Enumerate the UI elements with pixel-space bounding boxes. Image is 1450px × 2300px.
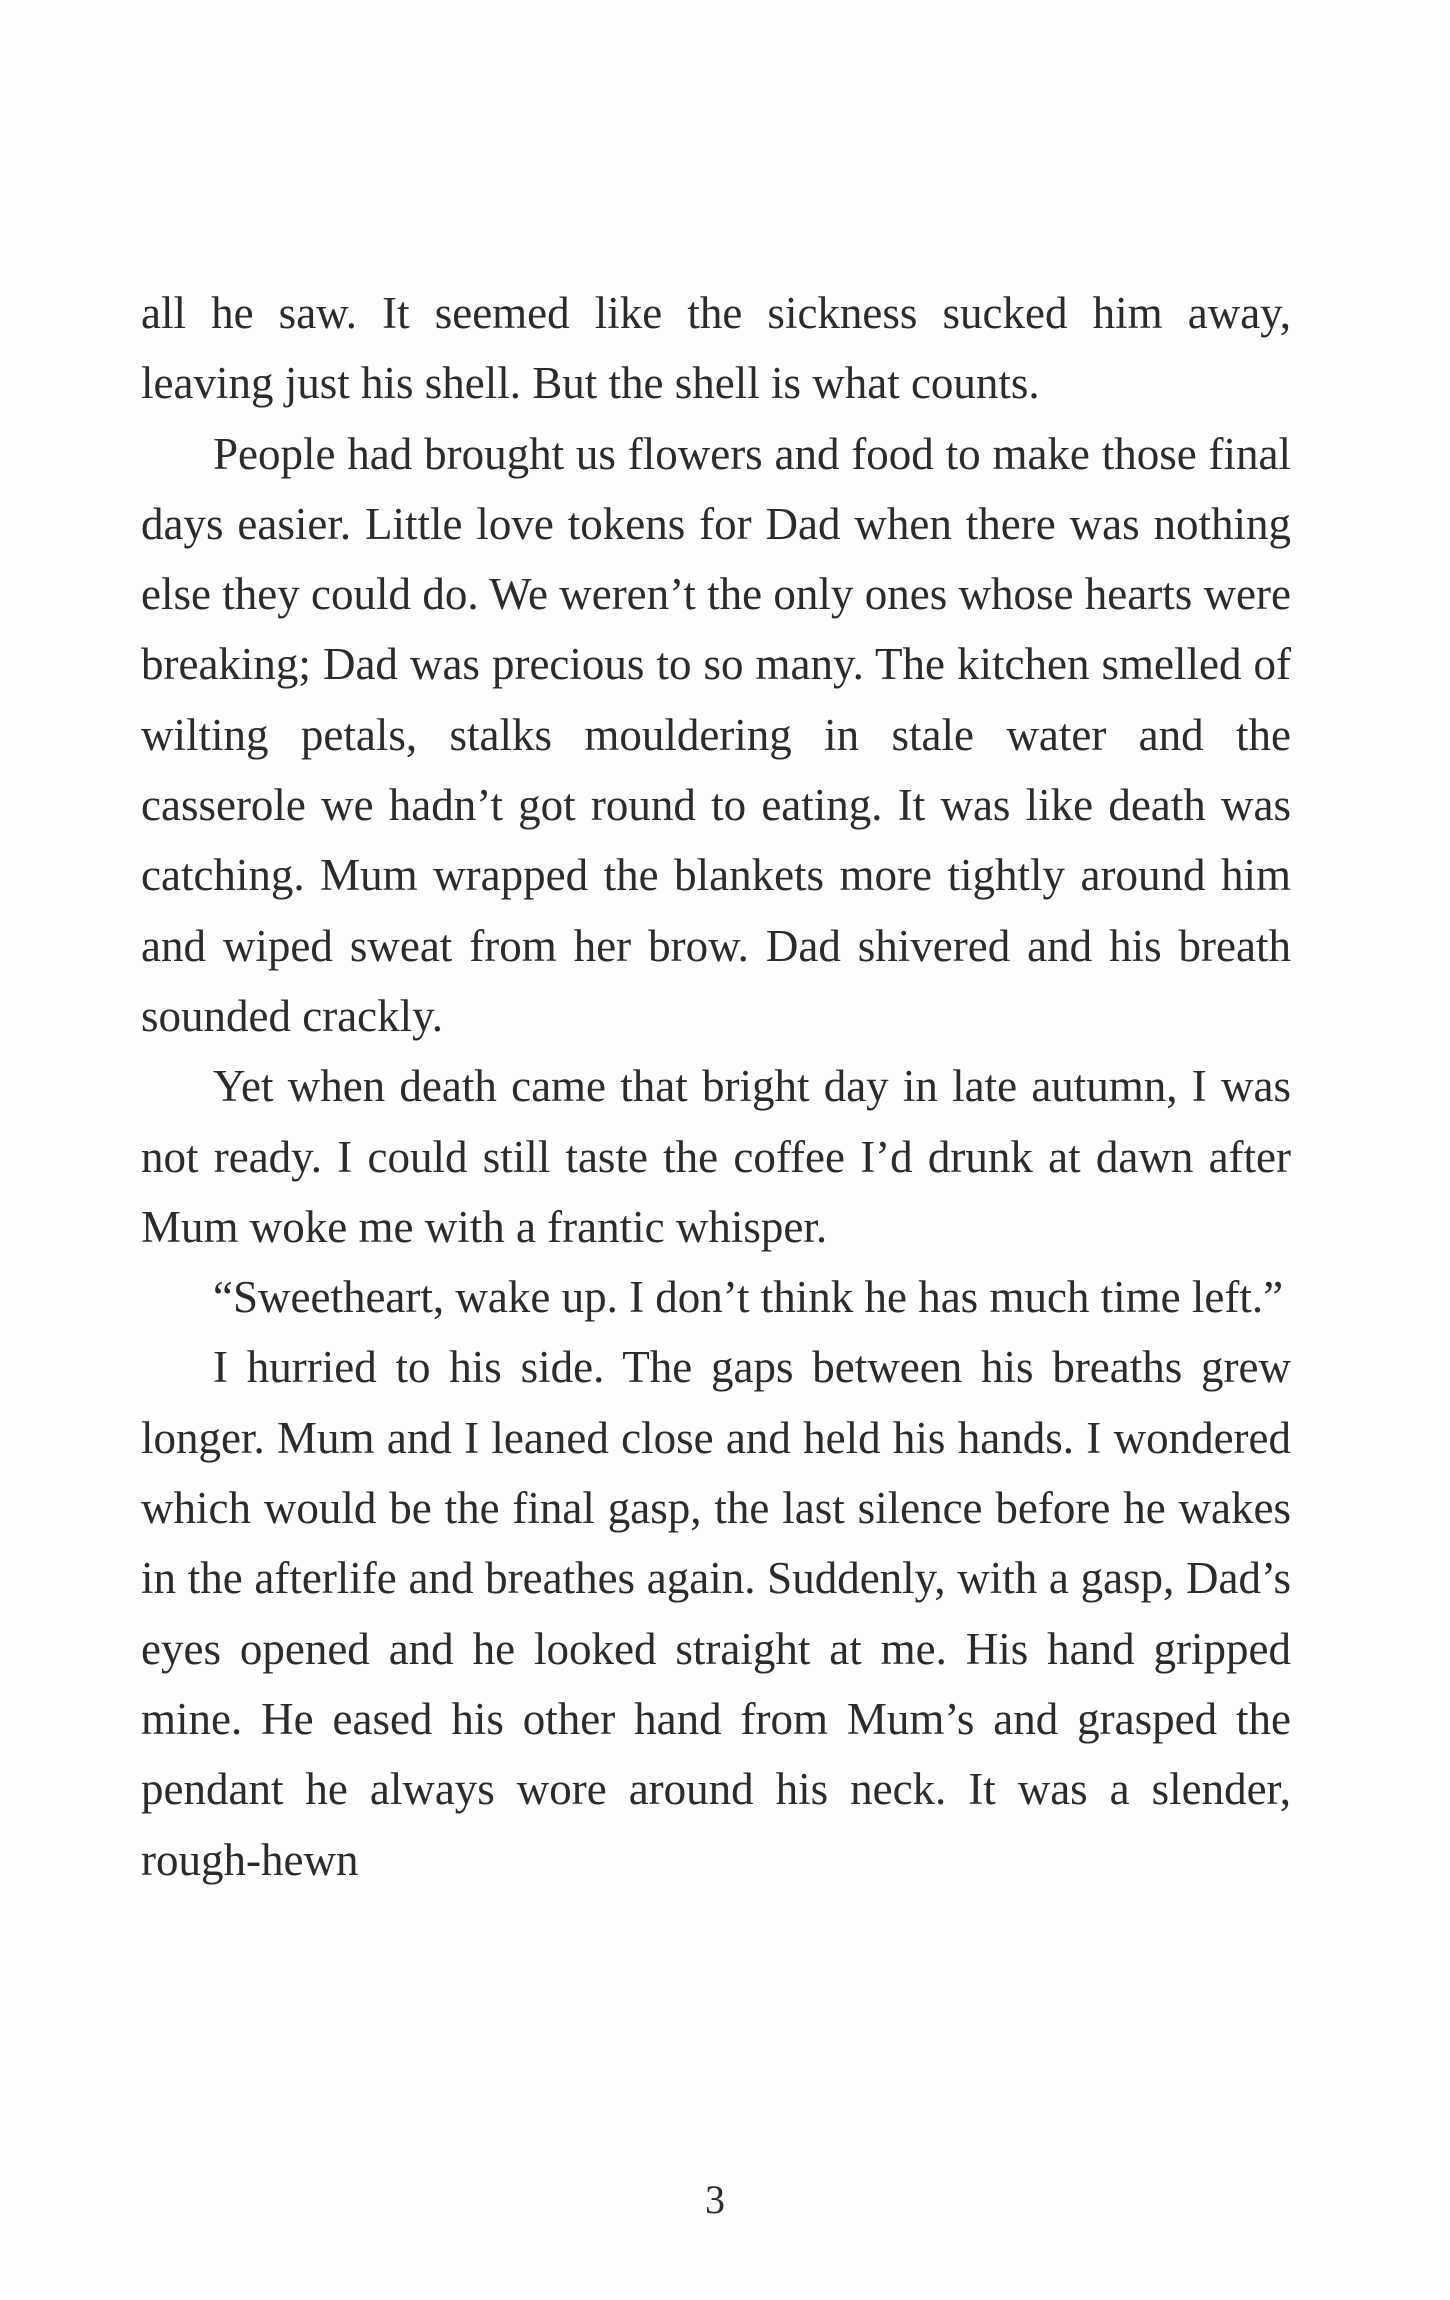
paragraph-4: “Sweetheart, wake up. I don’t think he has much time left.” (213, 1272, 1284, 1323)
paragraph-3: Yet when death came that bright day in late autumn, I was not ready. I could still taste the coffee I’d drunk at dawn after Mum woke me with a frantic whisper. (141, 1061, 1291, 1252)
body-text (141, 278, 1291, 1895)
paragraph-1: all he saw. It seemed like the sickness sucked him away, leaving just his shell. But the shell is what counts. (141, 288, 1291, 409)
paragraph-2: People had brought us flowers and food to make those final days easier. Little love tokens for Dad when there was nothing else they could do. We weren’t the only ones whose hearts were breaking; Dad was precious to so many. The kitchen smelled of wilting petals, stalks mouldering in stale water and the casserole we hadn’t got round to eating. It was like death was catching. Mum wrapped the blankets more tightly around him and wiped sweat from her brow. Dad shivered and his breath sounded crackly. (141, 428, 1291, 1041)
paragraph-5: I hurried to his side. The gaps between his breaths grew longer. Mum and I leaned close and held his hands. I wondered which would be the final gasp, the last silence before he wakes in the afterlife and breathes again. Suddenly, with a gasp, Dad’s eyes opened and he looked straight at me. His hand gripped mine. He eased his other hand from Mum’s and grasped the pendant he always wore around his neck. It was a slender, rough-hewn (141, 1342, 1291, 1885)
page-number: 3 (705, 2177, 725, 2222)
